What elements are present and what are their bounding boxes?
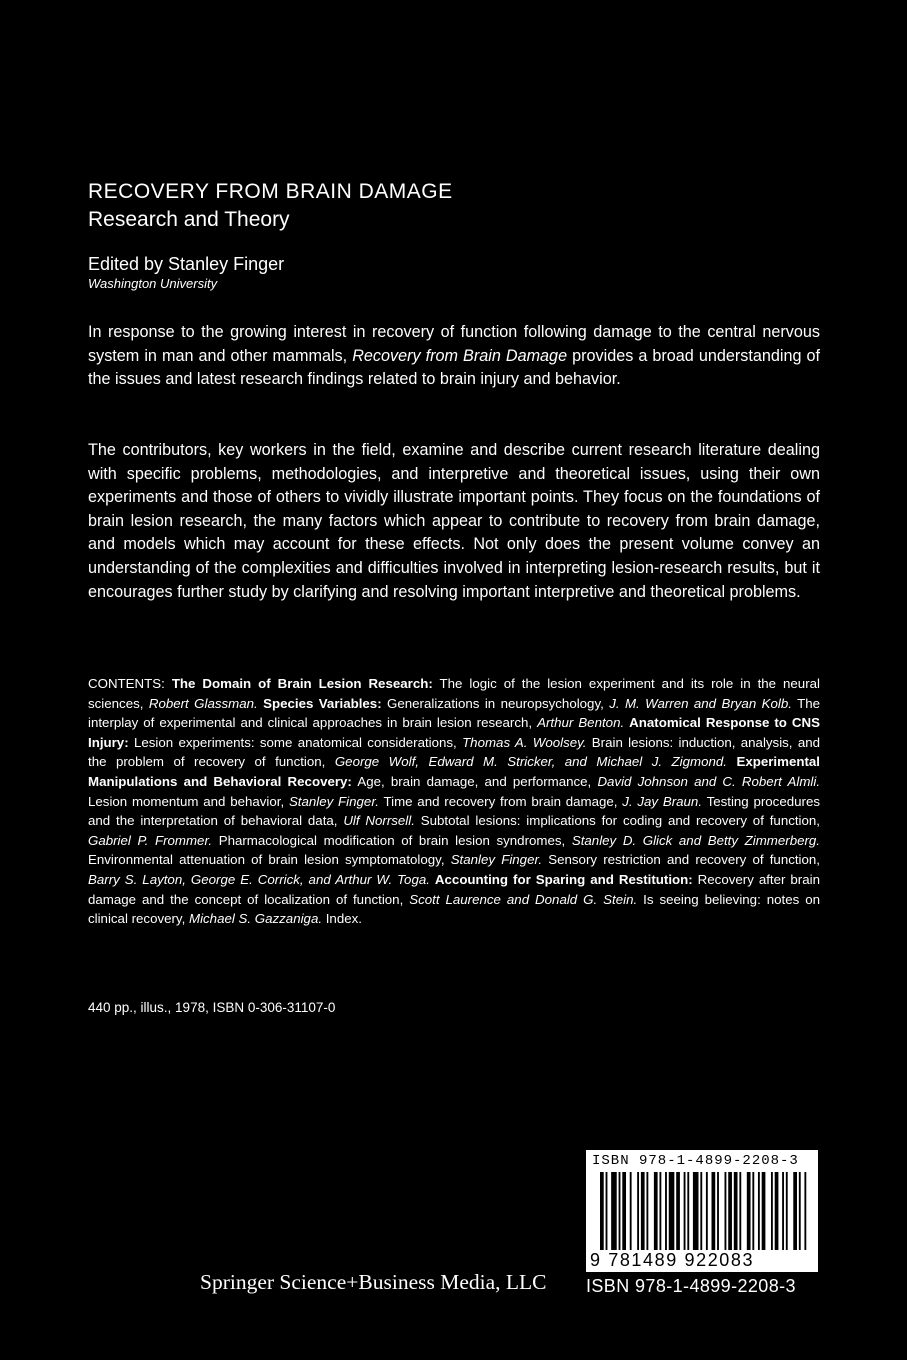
barcode-bar <box>793 1172 797 1250</box>
chapter-author: Gabriel P. Frommer. <box>88 832 213 848</box>
barcode-bar <box>654 1172 658 1250</box>
barcode-bar <box>606 1172 608 1250</box>
section-heading: Anatomical Response to CNS Injury: <box>88 715 820 750</box>
barcode-bar <box>684 1172 686 1250</box>
barcode-bar <box>712 1172 716 1250</box>
chapter-author: Stanley Finger. <box>288 793 379 809</box>
chapter-author: Robert Glassman. <box>148 695 258 711</box>
chapter-author: George Wolf, Edward M. Stricker, and Michael J. Zigmond. <box>334 754 727 770</box>
section-heading: Accounting for Sparing and Restitution: <box>434 871 693 887</box>
barcode-bar <box>771 1172 773 1250</box>
barcode-bar <box>717 1172 719 1250</box>
barcode-bar <box>637 1172 639 1250</box>
chapter-author: Stanley Finger. <box>450 852 543 868</box>
chapter-author: David Johnson and C. Robert Almli. <box>597 773 821 789</box>
chapter-author: J. M. Warren and Bryan Kolb. <box>609 695 792 711</box>
publisher-name: Springer Science+Business Media, LLC <box>200 1270 547 1294</box>
barcode-bar <box>611 1172 617 1250</box>
barcode-bar <box>669 1172 675 1250</box>
barcode-bar <box>782 1172 784 1250</box>
barcode-bar <box>775 1172 779 1250</box>
barcode-bar <box>619 1172 621 1250</box>
chapter-author: Thomas A. Woolsey. <box>462 734 587 750</box>
chapter-author: Michael S. Gazzaniga. <box>189 911 323 927</box>
barcode-bar <box>687 1172 689 1250</box>
barcode-bar <box>728 1172 732 1250</box>
contents-label: CONTENTS: <box>88 676 172 691</box>
publication-info: 440 pp., illus., 1978, ISBN 0-306-31107-0 <box>88 1000 336 1015</box>
barcode-bar <box>600 1172 604 1250</box>
barcode-isbn-text: ISBN 978-1-4899-2208-3 <box>592 1153 799 1169</box>
barcode-bar <box>758 1172 760 1250</box>
barcode-bar <box>665 1172 667 1250</box>
isbn-number: ISBN 978-1-4899-2208-3 <box>586 1276 796 1296</box>
barcode-bar <box>747 1172 751 1250</box>
chapter-author: Ulf Norrsell. <box>343 813 415 829</box>
isbn-barcode <box>586 1150 818 1272</box>
barcode-bar <box>739 1172 741 1250</box>
editor-affiliation: Washington University <box>88 276 218 291</box>
section-heading: The Domain of Brain Lesion Research: <box>171 676 433 691</box>
book-title: RECOVERY FROM BRAIN DAMAGE <box>88 180 453 203</box>
chapter-author: Barry S. Layton, George E. Corrick, and Arthur W. Toga. <box>88 871 430 887</box>
book-subtitle: Research and Theory <box>88 208 290 231</box>
section-heading: Experimental Manipulations and Behavioral Recovery: <box>88 754 820 789</box>
barcode-bar <box>706 1172 708 1250</box>
barcode-bar <box>734 1172 738 1250</box>
book-title-italic: Recovery from Brain Damage <box>352 346 568 365</box>
barcode-bar <box>641 1172 645 1250</box>
description-paragraph-2: The contributors, key workers in the field, examine and describe current research literature dealing with specific problems, methodologies, and interpretive and theoretical issues, using their own experiments and those of others to vividly illustrate important points. They focus on the foundations of brain lesion research, the many factors which appear to contribute to recovery from brain damage, and models which may account for these effects. Not only does the present volume convey an understanding of the complexities and difficulties involved in interpreting lesion-research results, but it encourages further study by clarifying and resolving important interpretive and theoretical problems. <box>88 441 820 601</box>
barcode-bar <box>622 1172 626 1250</box>
barcode-bar <box>786 1172 788 1250</box>
barcode-bar <box>804 1172 806 1250</box>
chapter-author: Scott Laurence and Donald G. Stein. <box>409 891 638 907</box>
editor-line: Edited by Stanley Finger <box>88 254 285 274</box>
barcode-bars <box>600 1172 810 1250</box>
barcode-bar <box>752 1172 754 1250</box>
barcode-bar <box>693 1172 699 1250</box>
barcode-bar <box>646 1172 648 1250</box>
barcode-bar <box>725 1172 727 1250</box>
section-heading: Species Variables: <box>263 695 382 711</box>
barcode-bar <box>799 1172 801 1250</box>
barcode-bar <box>676 1172 680 1250</box>
description-paragraph-1: In response to the growing interest in recovery of function following damage to the central nervous system in man and other mammals, Recovery from Brain Damage provides a broad understanding of the issues and latest research findings related to brain injury and behavior. <box>88 323 821 389</box>
contents-list: CONTENTS: The Domain of Brain Lesion Research: The logic of the lesion experiment and its role in the neural sciences, Robert Glassman. Species Variables: Generalizations in neuropsychology, J. M. Warren and Bryan Kolb. The interplay of experimental and clinical approaches in brain lesion research, Arthur Benton. Anatomical Response to CNS Injury: Lesion experiments: some anatomical considerations, Thomas A. Woolsey. Brain lesions: induction, analysis, and the problem of recovery of function, George Wolf, Edward M. Stricker, and Michael J. Zigmond. Experimental Manipulations and Behavioral Recovery: Age, brain damage, and performance, David Johnson and C. Robert Almli. Lesion momentum and behavior, Stanley Finger. Time and recovery from brain damage, J. Jay Braun. Testing procedures and the interpretation of behavioral data, Ulf Norrsell. Subtotal lesions: implications for coding and recovery of function, Gabriel P. Frommer. Pharmacological modification of brain lesion syndromes, Stanley D. Glick and Betty Zimmerberg. Environmental attenuation of brain lesion symptomatology, Stanley Finger. Sensory restriction and recovery of function, Barry S. Layton, George E. Corrick, and Arthur W. Toga. Accounting for Sparing and Restitution: Recovery after brain damage and the concept of localization of function, Scott Laurence and Donald G. Stein. Is seeing believing: notes on clinical recovery, Michael S. Gazzaniga. Index. <box>88 676 821 927</box>
barcode-bar <box>659 1172 661 1250</box>
chapter-author: J. Jay Braun. <box>622 793 703 809</box>
barcode-digits: 9 781489 922083 <box>590 1250 755 1270</box>
barcode-bar <box>762 1172 766 1250</box>
barcode-bar <box>630 1172 632 1250</box>
chapter-author: Arthur Benton. <box>537 715 625 731</box>
chapter-author: Stanley D. Glick and Betty Zimmerberg. <box>571 832 821 848</box>
barcode-bar <box>700 1172 702 1250</box>
